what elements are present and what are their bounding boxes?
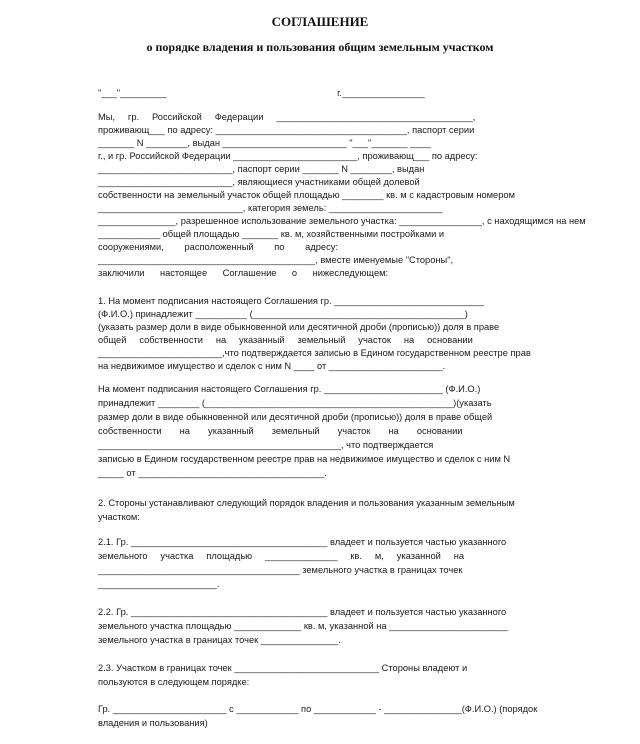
document-title: СОГЛАШЕНИЕ: [271, 14, 369, 29]
clause-2-3-line: пользуются в следующем порядке:: [98, 677, 250, 687]
preamble-line: г., и гр. Российской Федерации ________________________, проживающ___ по адресу:: [98, 151, 478, 161]
preamble-line: __________________________, являющиеся участниками общей долевой: [98, 177, 420, 187]
clause-2-1-line: 2.1. Гр. ______________________________________ владеет и пользуется частью указанного: [98, 537, 507, 547]
preamble-line: _______ N ________, выдан ________________________ "___"_______ ____: [98, 138, 431, 148]
section-1-line: (указать размер доли в виде обыкновенной или десятичной дроби (прописью)) доля в праве: [98, 322, 500, 332]
section-1b-line: размер доли в виде обыкновенной или десятичной дроби (прописью)) доля в праве общей: [98, 412, 493, 422]
clause-2-2-line: 2.2. Гр. ______________________________________ владеет и пользуется частью указанного: [98, 607, 507, 617]
clause-2-2-line: земельного участка площадью _____________ кв. м, указанной на _______________________: [98, 621, 509, 631]
preamble-line: проживающ___ по адресу: _____________________________________, паспорт серии: [98, 125, 475, 135]
preamble-line: ____________________________, категория земель: ______________________: [98, 203, 443, 213]
preamble-line: заключили настоящее Соглашение о нижеследующем:: [98, 268, 389, 278]
preamble-line: ____________ общей площадью _______ кв. м, хозяйственными постройками и: [98, 229, 445, 239]
clause-2-3-line: 2.3. Участком в границах точек ____________________________ Стороны владеют и: [98, 663, 468, 673]
preamble-line: __________________________________________, вместе именуемые "Стороны",: [98, 255, 454, 265]
section-1b-line: принадлежит ________ (________________________________________________)(указать: [98, 398, 492, 408]
clause-2-3-entry-line: Гр. ______________________ с ____________ по ____________ - _______________(Ф.И.О.) (порядок: [98, 704, 538, 714]
section-1-line: общей собственности на указанный земельный участок на основании: [98, 335, 473, 345]
clause-2-1-line: земельного участка площадью ______________ кв. м, указанной на: [98, 551, 465, 561]
section-1b-line: записью в Едином государственном реестре прав на недвижимое имущество и сделок с ним N: [98, 454, 511, 464]
section-1-line: на недвижимое имущество и сделок с ним N ____ от ______________________.: [98, 361, 446, 371]
clause-2-2-line: земельного участка в границах точек _______________.: [98, 635, 341, 645]
section-2-line: участком:: [98, 512, 140, 522]
preamble-line: собственности на земельный участок общей площадью ________ кв. м с кадастровым номером: [98, 190, 515, 200]
section-1-line: ________________________,что подтверждается записью в Едином государственном реестре прав: [98, 348, 531, 358]
preamble-line: сооружениями, расположенный по адресу:: [98, 242, 338, 252]
preamble-line: _______________, разрешенное использование земельного участка: ________________, с находящимся на нем: [98, 216, 586, 226]
clause-2-1-line: _______________________.: [98, 579, 220, 589]
clause-2-3-entry-line: владения и пользования): [98, 718, 208, 728]
clause-2-1-line: _______________________________________ земельного участка в границах точек: [98, 565, 463, 575]
section-1b-line: собственности на указанный земельный участок на основании: [98, 426, 463, 436]
section-1b-line: _______________________________________________, что подтверждается: [98, 440, 434, 450]
document-subtitle: о порядке владения и пользования общим земельным участком: [146, 40, 494, 54]
section-1b-line: _____ от ____________________________________.: [98, 468, 327, 478]
section-2-line: 2. Стороны устанавливают следующий порядок владения и пользования указанным земельным: [98, 498, 515, 508]
preamble-line: __________________________, паспорт серии _______ N ________, выдан: [98, 164, 425, 174]
date-line: "___"_________ г.________________: [98, 88, 425, 98]
section-1b-line: На момент подписания настоящего Соглашения гр. _______________________ (Ф.И.О.): [98, 384, 481, 394]
preamble-line: Мы, гр. Российской Федерации ______________________________________,: [98, 112, 476, 122]
section-1-line: (Ф.И.О.) принадлежит __________ (_________________________________________): [98, 309, 468, 319]
section-1-line: 1. На момент подписания настоящего Соглашения гр. _____________________________: [98, 296, 485, 306]
